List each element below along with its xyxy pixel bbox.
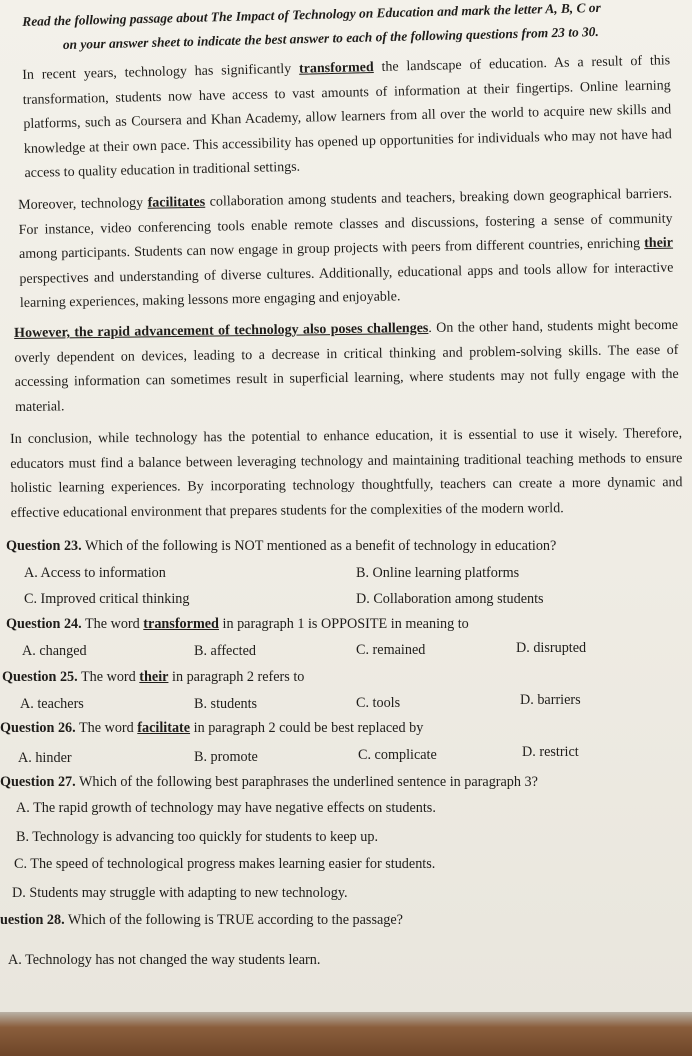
question-23	[6, 538, 556, 555]
q25-option-c[interactable]: C. tools	[356, 695, 401, 711]
q28-option-a[interactable]: A. Technology has not changed the way students learn.	[8, 952, 321, 968]
question-27-label: Question 27.	[0, 774, 76, 790]
question-23-label: Question 23.	[6, 538, 82, 554]
passage-paragraph-4	[10, 422, 683, 526]
q27-option-b[interactable]: B. Technology is advancing too quickly for students to keep up.	[16, 829, 379, 845]
question-25	[2, 669, 304, 686]
question-26-stem-before: The word	[75, 720, 138, 736]
question-25-word: their	[139, 669, 169, 685]
passage-paragraph-2	[18, 183, 674, 317]
question-24-word: transformed	[143, 616, 219, 632]
q25-option-b[interactable]: B. students	[194, 696, 258, 712]
p4-text: In conclusion, while technology has the potential to enhance education, it is essential to use it wisely. Therefore, educators must find a balance between leveraging technology and maintaining traditional teaching methods to ensure holistic learning experiences. By incorporating technology thoughtfully, teachers can create a more dynamic and effective educational environment that prepares students for the complexities of the modern world.	[10, 426, 683, 521]
question-24-stem-after: in paragraph 1 is OPPOSITE in meaning to	[218, 616, 469, 632]
question-26-label: Question 26.	[0, 720, 76, 736]
passage-paragraph-1	[22, 49, 673, 186]
p3-text-after: . On the other hand, students might become overly dependent on devices, leading to a decrease in critical thinking and problem-solving skills. The ease of accessing information can sometimes result in superficial learning, where students may not fully engage with the material.	[14, 317, 679, 415]
instructions	[22, 0, 673, 58]
passage-paragraph-3	[14, 314, 679, 420]
question-28	[0, 912, 403, 929]
q24-option-b[interactable]: B. affected	[194, 643, 256, 659]
p1-text-before: In recent years, technology has significantly	[22, 61, 300, 83]
q26-option-c[interactable]: C. complicate	[358, 747, 437, 763]
p2-text-mid: collaboration among students and teachers, breaking down geographical barriers. For instance, video conferencing tools enable remote classes and discussions, fostering a sense of community among participants. Students can now engage in group projects with peers from different countries, enriching	[18, 186, 673, 262]
q25-option-d[interactable]: D. barriers	[520, 692, 581, 708]
p1-text-after: the landscape of education. As a result of this transformation, students now have access to vast amounts of information at their fingertips. Online learning platforms, such as Coursera and Khan Academy, allow learners from all over the world to acquire new skills and knowledge at their own pace. This accessibility has opened up opportunities for individuals who may not have had access to quality education in traditional settings.	[22, 53, 672, 181]
question-24-stem-before: The word	[81, 616, 144, 632]
q26-option-d[interactable]: D. restrict	[522, 744, 579, 760]
q23-option-c[interactable]: C. Improved critical thinking	[24, 591, 190, 607]
p2-text-before: Moreover, technology	[18, 195, 148, 213]
instructions-line-2: on your answer sheet to indicate the best answer to each of the following questions from 23 to 30.	[62, 23, 599, 53]
question-28-stem: Which of the following is TRUE according to the passage?	[64, 912, 403, 928]
p3-underlined-sentence: However, the rapid advancement of technology also poses challenges	[14, 320, 429, 341]
q27-option-d[interactable]: D. Students may struggle with adapting to new technology.	[12, 885, 348, 901]
q23-option-a[interactable]: A. Access to information	[24, 565, 166, 581]
p1-underlined-word: transformed	[298, 60, 374, 77]
instructions-line-1: Read the following passage about The Impact of Technology on Education and mark the letter A, B, C or	[22, 0, 601, 29]
q25-option-a[interactable]: A. teachers	[20, 696, 84, 712]
question-26-stem-after: in paragraph 2 could be best replaced by	[190, 720, 424, 736]
question-25-stem-after: in paragraph 2 refers to	[168, 669, 305, 685]
q24-option-c[interactable]: C. remained	[356, 642, 426, 658]
question-26-word: facilitate	[137, 720, 191, 736]
q26-option-b[interactable]: B. promote	[194, 749, 258, 765]
question-26	[0, 720, 423, 737]
q27-option-a[interactable]: A. The rapid growth of technology may have negative effects on students.	[16, 800, 436, 816]
question-27-stem: Which of the following best paraphrases the underlined sentence in paragraph 3?	[75, 774, 538, 790]
q23-option-b[interactable]: B. Online learning platforms	[356, 565, 520, 581]
q24-option-a[interactable]: A. changed	[22, 643, 87, 659]
question-27	[0, 774, 538, 791]
question-28-label: uestion 28.	[0, 912, 65, 928]
p2-underlined-word-2: their	[644, 235, 674, 252]
question-25-label: Question 25.	[2, 669, 78, 685]
question-25-stem-before: The word	[77, 669, 140, 685]
q23-option-d[interactable]: D. Collaboration among students	[356, 591, 544, 607]
q26-option-a[interactable]: A. hinder	[18, 750, 72, 766]
p2-text-after: perspectives and understanding of diverse cultures. Additionally, educational apps and tools allow for interactive learning experiences, making lessons more engaging and enjoyable.	[19, 260, 674, 311]
question-23-stem: Which of the following is NOT mentioned as a benefit of technology in education?	[81, 538, 557, 554]
q24-option-d[interactable]: D. disrupted	[516, 640, 587, 656]
q27-option-c[interactable]: C. The speed of technological progress makes learning easier for students.	[14, 856, 436, 872]
p2-underlined-word-1: facilitates	[147, 194, 206, 211]
question-24-label: Question 24.	[6, 616, 82, 632]
question-24	[6, 616, 469, 633]
desk-surface	[0, 1012, 692, 1056]
